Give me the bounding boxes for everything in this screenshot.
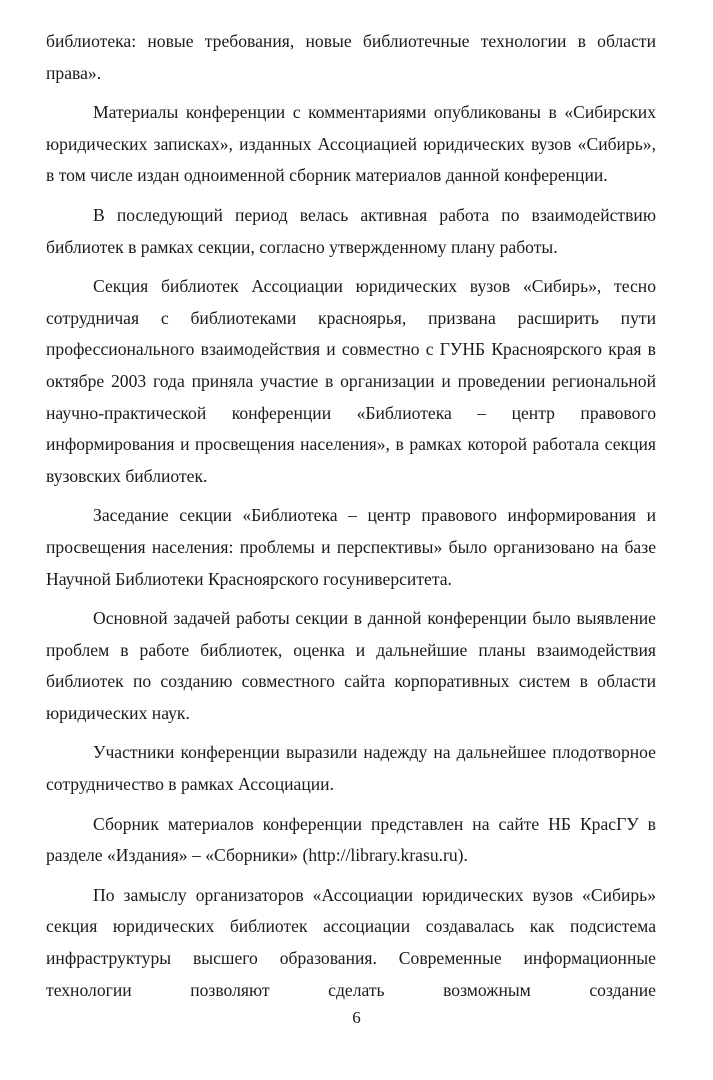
paragraph: По замыслу организаторов «Ассоциации юридических вузов «Сибирь» секция юридических библиотек ассоциации создавалась как подсистема инфраструктуры высшего образования. Современные информационные технологии позволяют сделать возможным создание — [46, 884, 656, 1000]
paragraph: В последующий период велась активная работа по взаимодействию библиотек в рамках секции, согласно утвержденному плану работы. — [46, 204, 656, 257]
page-number: 6 — [352, 1008, 361, 1027]
body-text — [46, 26, 656, 1014]
paragraph: Заседание секции «Библиотека – центр правового информирования и просвещения населения: проблемы и перспективы» было организовано на базе Научной Библиотеки Красноярского госуниверситета. — [46, 505, 656, 589]
paragraph: Участники конференции выразили надежду на дальнейшее плодотворное сотрудничество в рамках Ассоциации. — [46, 742, 656, 795]
paragraph: Секция библиотек Ассоциации юридических вузов «Сибирь», тесно сотрудничая с библиотеками красноярья, призвана расширить пути профессионального взаимодействия и совместно с ГУНБ Красноярского края в октябре 2003 года приняла участие в организации и проведении региональной научно-практической конференции «Библиотека – центр правового информирования и просвещения населения», в рамках которой работала секция вузовских библиотек. — [46, 276, 656, 486]
paragraph: Основной задачей работы секции в данной конференции было выявление проблем в работе библиотек, оценка и дальнейшие планы взаимодействия библиотек по созданию совместного сайта корпоративных систем в области юридических наук. — [46, 608, 656, 723]
paragraph: Материалы конференции с комментариями опубликованы в «Сибирских юридических записках», изданных Ассоциацией юридических вузов «Сибирь», в том числе издан одноименной сборник материалов данной конференции. — [46, 102, 656, 186]
paragraph: Сборник материалов конференции представлен на сайте НБ КрасГУ в разделе «Издания» – «Сборники» (http://library.krasu.ru). — [46, 813, 656, 866]
paragraph-continuation: библиотека: новые требования, новые библиотечные технологии в области права». — [46, 31, 656, 83]
